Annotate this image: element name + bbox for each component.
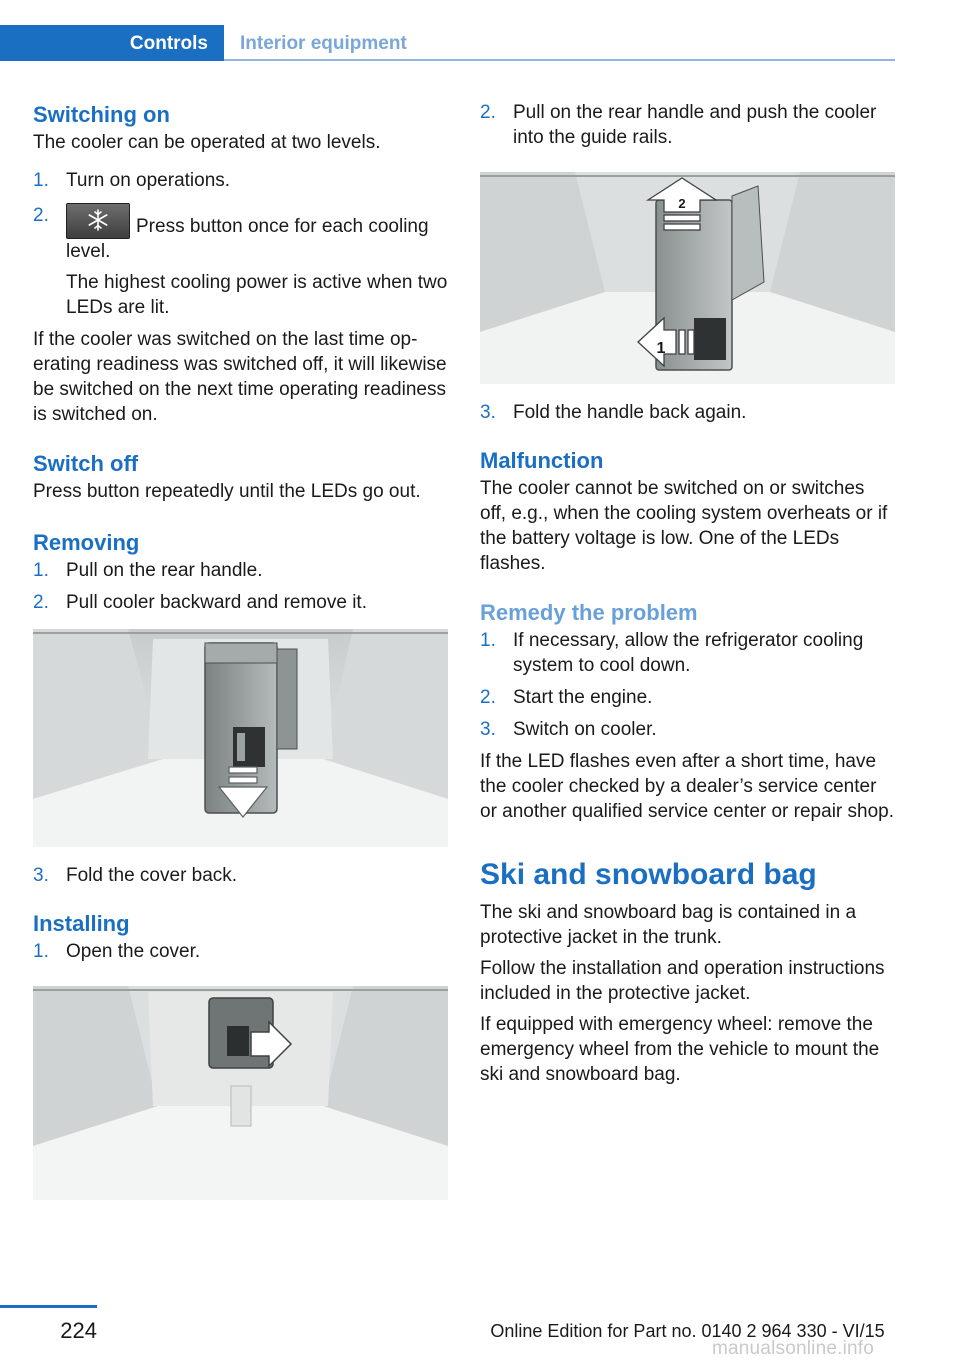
step-text: Open the cover. [66, 941, 201, 962]
heading-switching-on: Switching on [33, 102, 170, 127]
heading-switch-off: Switch off [33, 451, 139, 476]
step-number: 2. [480, 102, 496, 123]
figure-open-cover [33, 986, 448, 1200]
step-number: 1. [33, 170, 49, 191]
snowflake-icon [87, 209, 109, 231]
ski-bag-paragraph: Follow the installation and operation instructions included in the protective jacket. [480, 958, 885, 1004]
step-number: 2. [33, 205, 49, 226]
step-number: 3. [480, 719, 496, 740]
list-item [480, 685, 895, 710]
step-text: Start the engine. [513, 687, 653, 708]
step-number: 3. [480, 402, 496, 423]
heading-installing: Installing [33, 911, 130, 936]
step-number: 2. [33, 592, 49, 613]
left-column [33, 100, 448, 1216]
heading-removing: Removing [33, 530, 140, 555]
page-number: 224 [60, 1318, 97, 1343]
remedy-paragraph: If the LED flashes even after a short time, have the cooler checked by a dealer’s service center or another qualified service center or repair shop. [480, 751, 895, 822]
page-header [0, 25, 895, 61]
list-item [33, 558, 448, 583]
step-number: 1. [33, 560, 49, 581]
step-note: The highest cooling power is active when two LEDs are lit. [66, 272, 448, 318]
watermark: manualsonline.info [712, 1338, 875, 1359]
list-item [480, 717, 895, 742]
section-tab-interior-equipment[interactable]: Interior equipment [240, 32, 407, 54]
list-item [33, 203, 448, 320]
list-item [480, 100, 895, 150]
list-item [33, 939, 448, 964]
step-text: Fold the cover back. [66, 865, 238, 886]
spacer [33, 433, 448, 449]
heading-ski-bag: Ski and snowboard bag [480, 858, 817, 891]
figure-insert-cooler [480, 172, 895, 384]
step-text: Switch on cooler. [513, 719, 657, 740]
step-text: Pull on the rear handle and push the cooler into the guide rails. [513, 102, 877, 148]
step-number: 3. [33, 865, 49, 886]
arrow-label-2: 2 [678, 196, 686, 211]
switching-on-paragraph: If the cooler was switched on the last time operating readiness was switched off, it will likewise be switched on the next time operating readiness is switched on. [33, 329, 447, 425]
list-item [480, 628, 895, 678]
footer-rule [0, 1305, 97, 1308]
list-item [33, 590, 448, 615]
switching-on-intro: The cooler can be operated at two levels. [33, 132, 381, 153]
step-text: Press button once for each cooling level. [66, 216, 429, 262]
spacer [33, 895, 448, 909]
step-text-block [66, 203, 448, 320]
switch-off-text: Press button repeatedly until the LEDs go out. [33, 481, 421, 502]
ski-bag-paragraph: If equipped with emergency wheel: remove the emergency wheel from the vehicle to mount the ski and snowboard bag. [480, 1014, 880, 1085]
right-column [480, 100, 895, 1093]
spacer [33, 510, 448, 528]
figure-removing-cooler [33, 629, 448, 847]
spacer [480, 830, 895, 856]
step-text: Pull cooler backward and remove it. [66, 592, 367, 613]
ski-bag-paragraph: The ski and snowboard bag is contained in a protective jacket in the trunk. [480, 902, 857, 948]
spacer [480, 582, 895, 598]
step-number: 1. [33, 941, 49, 962]
step-text: Fold the handle back again. [513, 402, 747, 423]
arrow-label-1: 1 [656, 340, 666, 357]
edition-line: Online Edition for Part no. 0140 2 964 330 - VI/15 [490, 1321, 885, 1341]
step-text: Pull on the rear handle. [66, 560, 263, 581]
heading-remedy: Remedy the problem [480, 600, 698, 625]
heading-malfunction: Malfunction [480, 448, 604, 473]
step-text: If necessary, allow the refrigerator cooling system to cool down. [513, 630, 864, 676]
list-item [33, 863, 448, 888]
step-number: 1. [480, 630, 496, 651]
step-number: 2. [480, 687, 496, 708]
step-text: Turn on operations. [66, 170, 231, 191]
section-tab-controls[interactable]: Controls [0, 25, 224, 61]
list-item [33, 168, 448, 193]
malfunction-text: The cooler cannot be switched on or switches off, e.g., when the cooling system overheats or if the battery voltage is low. One of the LEDs flashes. [480, 478, 888, 574]
header-rule [224, 59, 895, 61]
spacer [480, 432, 895, 446]
list-item [480, 400, 895, 425]
cooling-button-image [66, 203, 130, 239]
